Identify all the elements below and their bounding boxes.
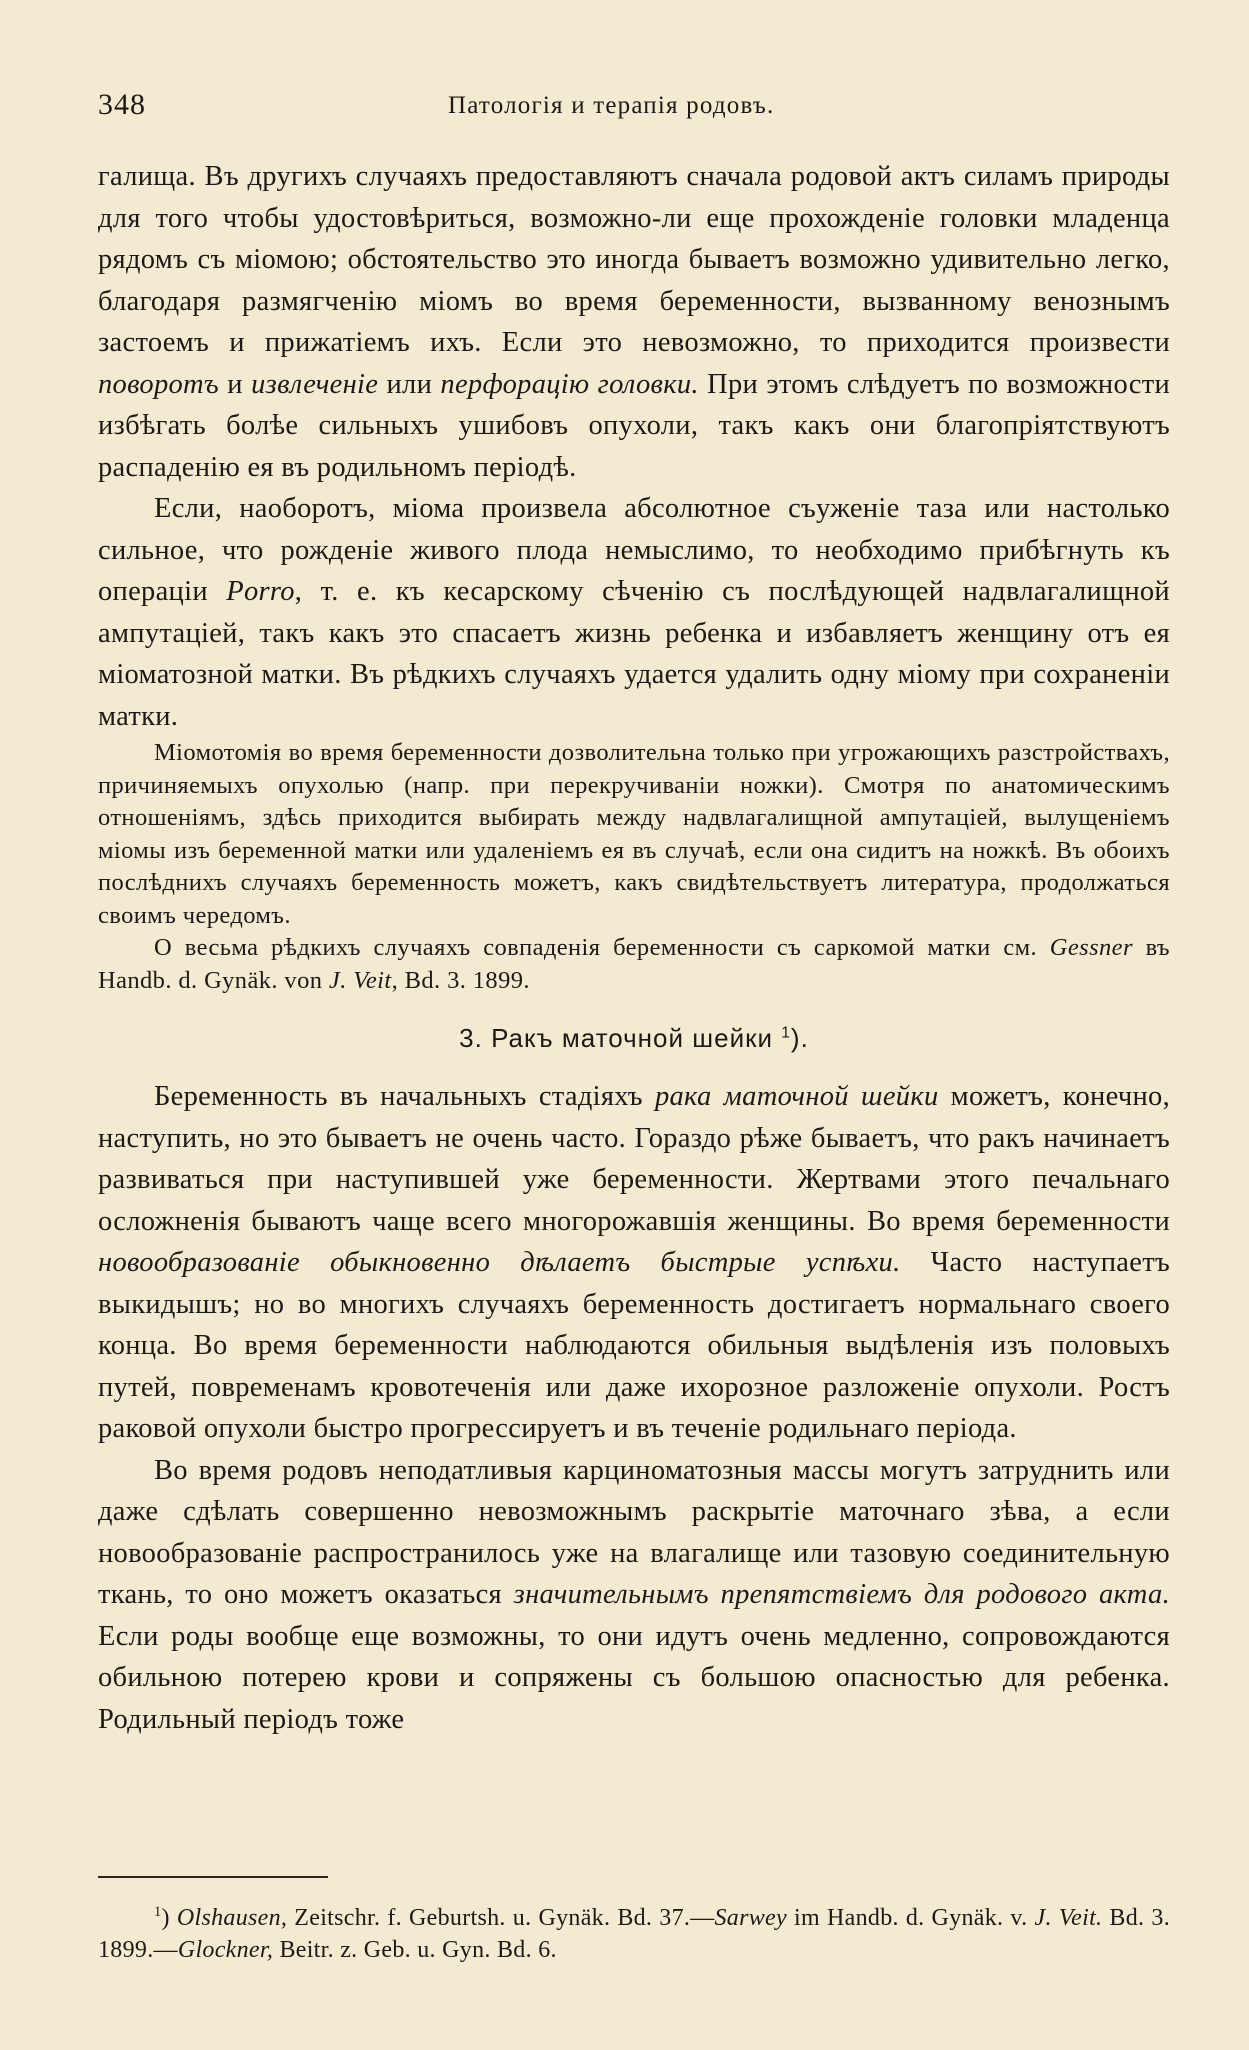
text-span: im Handb. d. Gynäk. v. (786, 1905, 1035, 1931)
text-span: При этомъ слѣдуетъ по возможности избѣгать болѣе сильныхъ ушибовъ опухоли, такъ какъ они благопріятствуютъ распаденію ея въ родильномъ періодѣ. (98, 368, 1171, 483)
paragraph-labor (98, 1450, 1170, 1741)
text-span: въ Handb. d. Gynäk. von (98, 934, 1171, 994)
text-span: Если, наоборотъ, міома произвела абсолютное съуженіе таза или настолько сильное, что рожденіе живого плода немыслимо, то необходимо прибѣгнуть къ операціи (98, 493, 1170, 607)
paragraph-cancer (98, 1076, 1170, 1450)
running-head: Патологія и терапія родовъ. (448, 92, 775, 119)
footnote-rule (98, 1876, 328, 1878)
footnote-number: 1 (154, 1904, 162, 1920)
text-span: и (219, 368, 252, 400)
text-span: Беременность въ начальныхъ стадіяхъ (154, 1081, 655, 1112)
emphasis: Porro (226, 576, 295, 607)
text-span: ) (161, 1905, 177, 1931)
emphasis: J. Veit. (1034, 1905, 1103, 1931)
page-number: 348 (98, 88, 146, 121)
section-title-text: 3. Ракъ маточной шейки (459, 1023, 773, 1053)
text-span: Во время родовъ неподатливыя карциноматозныя массы могутъ затруднить или даже сдѣлать совершенно невозможнымъ раскрытіе маточнаго зѣва, а если новообразованіе распространилось уже на влагалище или тазовую соединительную ткань, то оно можетъ оказаться (98, 1454, 1170, 1610)
emphasis: рака маточной шейки (654, 1081, 939, 1112)
emphasis: J. Veit (328, 966, 392, 994)
text-span: можетъ, конечно, наступить, но это бываетъ не очень часто. Гораздо рѣже бываетъ, что ракъ начинаетъ развиваться при наступившей уже беременности. Жертвами этого печальнаго осложненія бываютъ чаще всего многорожавшія женщины. Во время беременности (98, 1081, 1170, 1237)
text-span: , Bd. 3. 1899. (391, 966, 530, 994)
text-span: ). (790, 1023, 809, 1053)
emphasis: поворотъ (98, 368, 220, 400)
text-span: Zeitschr. f. Geburtsh. u. Gynäk. Bd. 37.— (287, 1905, 715, 1931)
emphasis: новообразованіе обыкновенно дѣлаетъ быстрые успѣхи. (98, 1247, 901, 1278)
emphasis: Glockner, (177, 1937, 274, 1963)
emphasis: Sarwey (714, 1905, 787, 1931)
text-span: или (378, 368, 441, 400)
emphasis: Gessner (1049, 934, 1133, 961)
small-paragraph-myomotomy: Міомотомія во время беременности дозволительна только при угрожающихъ разстройствахъ, причиняемыхъ опухолью (напр. при перекручиваніи ножки). Смотря по анатомическимъ отношеніямъ, здѣсь приходится выбирать между надвлагалищной ампутаціей, вылущеніемъ міомы изъ беременной матки или удаленіемъ ея въ случаѣ, если она сидитъ на ножкѣ. Въ обоихъ послѣднихъ случаяхъ беременность можетъ, какъ свидѣтельствуетъ литература, продолжаться своимъ чередомъ. (98, 739, 1170, 929)
section-heading (98, 1023, 1170, 1054)
paragraph-porro (98, 488, 1170, 737)
text-span: , т. е. къ кесарскому сѣченію съ послѣдующей надвлагалищной ампутаціей, такъ какъ это спасаетъ жизнь ребенка и избавляетъ женщину отъ ея міоматозной матки. Въ рѣдкихъ случаяхъ удается удалить одну міому при сохраненіи матки. (98, 576, 1170, 732)
text-span: Beitr. z. Geb. u. Gyn. Bd. 6. (273, 1937, 557, 1963)
emphasis: Olshausen, (176, 1905, 288, 1931)
paragraph-continuation (98, 156, 1170, 488)
emphasis: значительнымъ препятствіемъ для родового акта. (513, 1579, 1171, 1610)
text-span: галища. Въ другихъ случаяхъ предоставляютъ сначала родовой актъ силамъ природы для того чтобы удостовѣриться, возможно-ли еще прохожденіе головки младенца рядомъ съ міомою; обстоятельство это иногда бываетъ возможно удивительно легко, благодаря размягченію міомъ во время беременности, вызванному венознымъ застоемъ и прижатіемъ ихъ. Если это невозможно, то приходится произвести (98, 161, 1170, 358)
text-span: Если роды вообще еще возможны, то они идутъ очень медленно, сопровождаются обильною потерею крови и сопряжены съ большою опасностью для ребенка. Родильный періодъ тоже (98, 1620, 1170, 1735)
footnote-marker: 1 (781, 1024, 791, 1042)
text-span: Bd. 3. 1899.— (98, 1905, 1170, 1963)
footnote (98, 1902, 1170, 1966)
text-span: О весьма рѣдкихъ случаяхъ совпаденія беременности съ саркомой матки см. (154, 934, 1050, 961)
main-text (98, 156, 1170, 1740)
emphasis: извлеченіе (251, 368, 379, 400)
page-header (98, 88, 1170, 132)
emphasis: перфорацію головки. (440, 368, 699, 400)
text-span: Часто наступаетъ выкидышъ; но во многихъ случаяхъ беременность достигаетъ нормальнаго своего конца. Во время беременности наблюдаются обильныя выдѣленія изъ половыхъ путей, повременамъ кровотеченія или даже ихорозное разложеніе опухоли. Ростъ раковой опухоли быстро прогрессируетъ и въ теченіе родильнаго періода. (98, 1247, 1170, 1444)
small-paragraph-sarcoma (98, 932, 1170, 997)
